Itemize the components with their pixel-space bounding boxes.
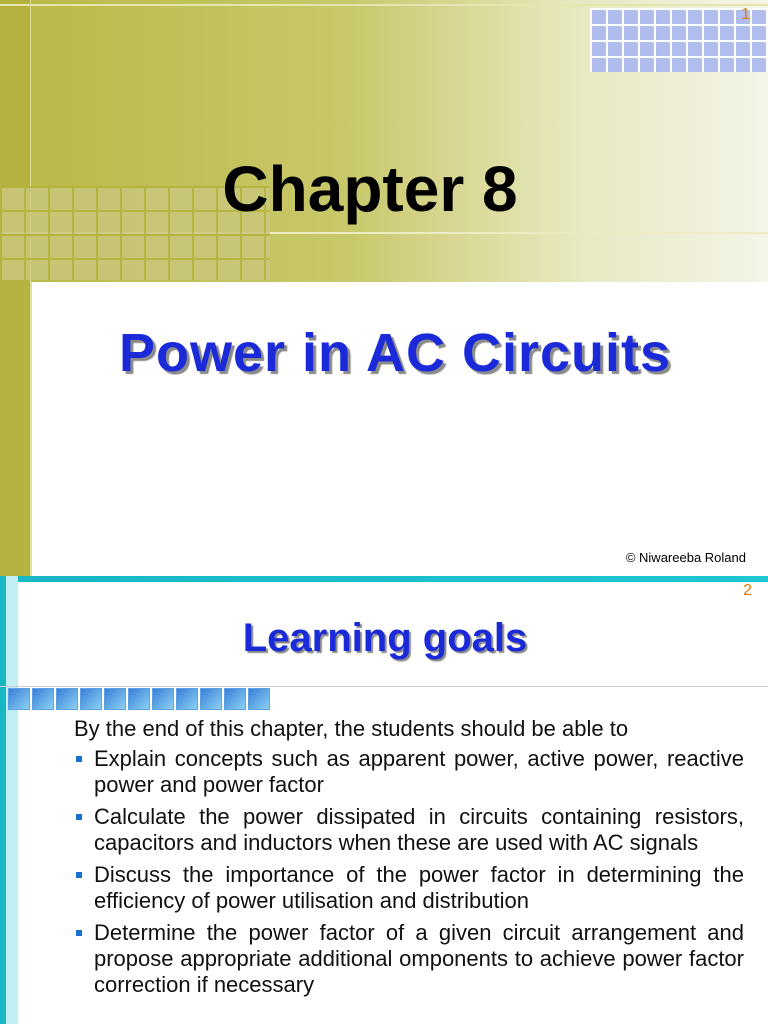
- learning-goals-list: [74, 746, 744, 998]
- decorative-square: [248, 688, 270, 710]
- decorative-square: [56, 688, 78, 710]
- intro-text: By the end of this chapter, the students should be able to: [74, 716, 629, 741]
- decorative-square: [224, 688, 246, 710]
- slide-title: Learning goals: [242, 616, 528, 660]
- left-accent-bar: [0, 0, 30, 576]
- copyright-credit: © Niwareeba Roland: [625, 550, 746, 565]
- slide-number: 2: [743, 582, 752, 599]
- decorative-square: [176, 688, 198, 710]
- slide-2: [0, 576, 768, 1024]
- decorative-square: [8, 688, 30, 710]
- list-item: Discuss the importance of the power factor in determining the efficiency of power utilisation and distribution: [74, 862, 744, 914]
- list-item: Explain concepts such as apparent power, active power, reactive power and power factor: [74, 746, 744, 798]
- decorative-square: [152, 688, 174, 710]
- slide-title: Power in AC Circuits: [118, 323, 672, 383]
- top-rule: [0, 4, 768, 6]
- slide-number: 1: [741, 6, 750, 23]
- list-item: Determine the power factor of a given circuit arrangement and propose appropriate additional omponents to achieve power factor correction if necessary: [74, 920, 744, 998]
- decorative-square: [32, 688, 54, 710]
- list-item: Calculate the power dissipated in circuits containing resistors, capacitors and inductors when these are used with AC signals: [74, 804, 744, 856]
- decorative-square: [104, 688, 126, 710]
- decorative-square: [128, 688, 150, 710]
- slide-body: [74, 716, 744, 1004]
- chapter-heading: Chapter 8: [222, 153, 518, 225]
- top-accent-line: [0, 576, 768, 582]
- decorative-square: [80, 688, 102, 710]
- decorative-squares: [8, 688, 270, 712]
- header-divider: [0, 686, 768, 687]
- decorative-square: [200, 688, 222, 710]
